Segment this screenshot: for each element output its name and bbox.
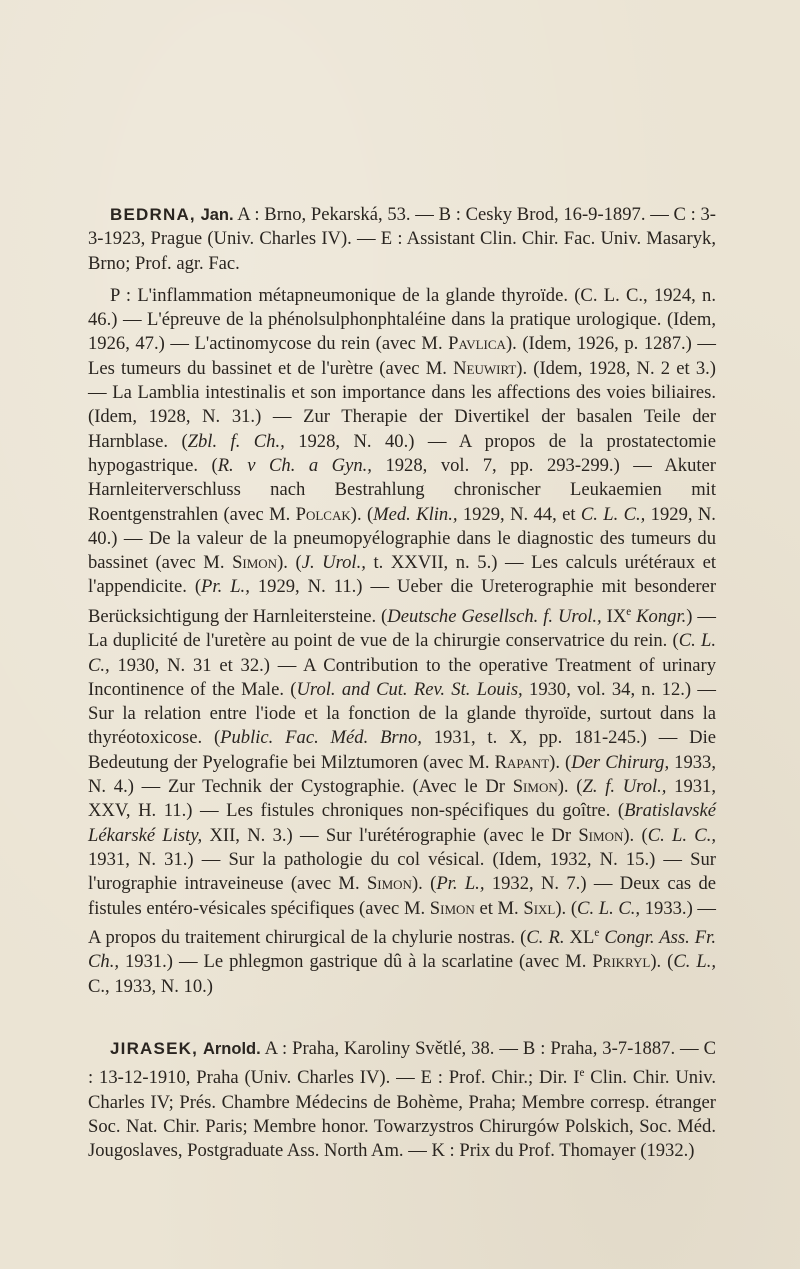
text-segment: XII, N. 3.) — Sur l'urétérographie (avec le Dr (202, 824, 579, 846)
publications-paragraph (88, 284, 716, 999)
text-segment: e (594, 926, 600, 939)
text-segment: Zbl. f. Ch., (187, 430, 285, 452)
text-segment: Deutsche Gesellsch. f. Urol., (387, 605, 602, 627)
text-segment: Kongr. (636, 605, 687, 627)
entry-surname: JIRASEK, (110, 1038, 199, 1058)
text-segment: 1931, XXV, H. 11.) — Les fistules chroniques non-spécifiques du goître. ( (88, 776, 717, 822)
text-segment: ). ( (650, 951, 674, 973)
text-segment: ). ( (411, 873, 437, 895)
text-segment: 1933.) — A propos du traitement chirurgical de la chylurie nostras. ( (88, 897, 717, 948)
text-segment: t. XXVII, n. 5.) — Les calculs urétéraux et l'appendicite. ( (88, 552, 716, 598)
text-segment: Med. Klin., (373, 503, 458, 525)
text-segment: Prikryl (592, 951, 651, 973)
page-body (88, 203, 716, 1164)
entry-bedrna (88, 203, 716, 999)
text-segment: e (579, 1067, 585, 1080)
text-segment: Bratislavské Lékarské Listy, (88, 800, 716, 846)
entry-heading-paragraph (88, 203, 716, 276)
text-segment: Simon (578, 824, 624, 846)
text-segment: Rapant (494, 751, 550, 773)
text-segment: 1931.) — Le phlegmon gastrique dû à la scarlatine (avec M. (119, 951, 593, 973)
text-segment: A : Brno, Pekarská, 53. — B : Cesky Brod, 16-9-1897. — C : 3-3-1923, Prague (Univ. Charles IV). — E : Assistant Clin. Chir. Fac. Univ. Masaryk, Brno; Prof. agr. Fac. (88, 204, 716, 274)
text-segment: 1932, N. 7.) — Deux cas de fistules entéro-vésicales spécifiques (avec M. (88, 873, 717, 919)
text-segment: Urol. and Cut. Rev. St. Louis, (296, 678, 523, 700)
text-segment: C. L. C., (647, 824, 716, 846)
text-segment: Simon (512, 776, 558, 798)
text-segment: P : L'inflammation métapneumonique de la glande thyroïde. (C. L. C., 1924, n. 46.) — L'épreuve de la phénolsulphonphtaléine dans la pratique urologique. (Idem, 1926, 47.) — L'actinomycose du rein (avec M. (88, 284, 716, 355)
text-segment: Simon (366, 873, 412, 895)
entry-given-name: Jan. (200, 206, 234, 224)
text-segment: ). ( (557, 776, 583, 798)
text-segment: 1929, N. 44, et (457, 503, 581, 525)
text-segment: Public. Fac. Méd. Brno, (220, 727, 422, 749)
text-segment: Polcak (295, 503, 351, 525)
text-segment: XL (564, 926, 595, 948)
text-segment: ). ( (623, 824, 648, 846)
text-segment: Z. f. Urol., (582, 776, 667, 798)
text-segment: C. L., (673, 951, 717, 973)
text-segment: Sixl (523, 897, 556, 919)
text-segment: A : Praha, Karoliny Světlé, 38. — B : Praha, 3-7-1887. — C : 13-12-1910, Praha (Univ. Charles IV). — E : Prof. Chir.; Dir. I (88, 1037, 716, 1089)
entry-surname: BEDRNA, (110, 205, 196, 224)
text-segment: Clin. Chir. Univ. Charles IV; Prés. Chambre Médecins de Bohème, Praha; Membre corresp. étranger Soc. Nat. Chir. Paris; Membre honor. Towarzystros Chirurgów Polskich, Soc. Méd. Jougoslaves, Postgraduate Ass. North Am. — K : Prix du Prof. Thomayer (1932.) (88, 1067, 717, 1162)
text-segment: et M. (474, 897, 524, 919)
text-segment: Congr. Ass. Fr. Ch., (88, 926, 716, 973)
text-segment: Pr. L., (201, 576, 250, 598)
text-segment: ). ( (350, 503, 374, 525)
text-segment: Pr. L., (436, 873, 485, 895)
text-segment: ). (Idem, 1926, p. 1287.) — Les tumeurs du bassinet et de l'urètre (avec M. (88, 333, 717, 379)
text-segment: 1931, N. 31.) — Sur la pathologie du col vésical. (Idem, 1932, N. 15.) — Sur l'urographie intraveineuse (avec M. (88, 848, 716, 895)
text-segment: ) — La duplicité de l'uretère au point de vue de la chirurgie conservatrice du rein. ( (88, 605, 716, 652)
text-segment: 1931, t. X, pp. 181-245.) — Die Bedeutung der Pyelografie bei Milztumoren (avec M. (88, 727, 716, 773)
text-segment: IX (601, 605, 627, 627)
text-segment: ). ( (277, 552, 302, 574)
text-segment: C., 1933, N. 10.) (88, 975, 213, 997)
entry-heading-paragraph (88, 1037, 716, 1164)
text-segment: 1933, N. 4.) — Zur Technik der Cystographie. (Avec le Dr (88, 751, 716, 798)
text-segment: J. Urol., (301, 552, 366, 574)
text-segment: 1930, vol. 34, n. 12.) — Sur la relation entre l'iode et la fonction de la glande thyroïde, surtout dans la thyréotoxicose. ( (88, 678, 716, 749)
text-segment: 1929, N. 40.) — De la valeur de la pneumopyélographie dans le diagnostic des tumeurs du bassinet (avec M. (88, 503, 716, 574)
text-segment: C. L. C., (577, 897, 641, 919)
text-segment: ). ( (549, 751, 572, 773)
text-segment: C. L. C., (88, 630, 716, 676)
text-segment: 1930, N. 31 et 32.) — A Contribution to the operative Treatment of urinary Incontinence of the Male. ( (88, 654, 716, 700)
text-segment: R. v Ch. a Gyn., (217, 454, 372, 476)
text-segment: 1929, N. 11.) — Ueber die Ureterographie mit besonderer Berücksichtigung der Harnleitersteine. ( (88, 576, 717, 627)
text-segment: 1928, N. 40.) — A propos de la prostatectomie hypogastrique. ( (88, 430, 716, 476)
text-segment: Neuwirt (453, 357, 517, 379)
text-segment: ). (Idem, 1928, N. 2 et 3.) — La Lamblia intestinalis et son importance dans les affections des voies biliaires. (Idem, 1928, N. 31.) — Zur Therapie der Divertikel der basalen Teile der Harnblase. ( (88, 357, 716, 452)
entry-jirasek (88, 1037, 716, 1164)
text-segment: Simon (429, 897, 475, 919)
text-segment: e (626, 605, 632, 618)
text-segment: ). ( (555, 897, 578, 919)
entry-given-name: Arnold. (202, 1039, 261, 1058)
text-segment: Simon (232, 552, 278, 574)
text-segment: C. L. C., (580, 503, 646, 525)
text-segment: Der Chirurg, (571, 751, 670, 773)
text-segment: C. R. (526, 926, 565, 948)
text-segment: Pavlica (448, 333, 506, 355)
text-segment: 1928, vol. 7, pp. 293-299.) — Akuter Harnleiterverschluss nach Bestrahlung chronischer Leukaemien mit Roentgenstrahlen (avec M. (88, 454, 716, 525)
